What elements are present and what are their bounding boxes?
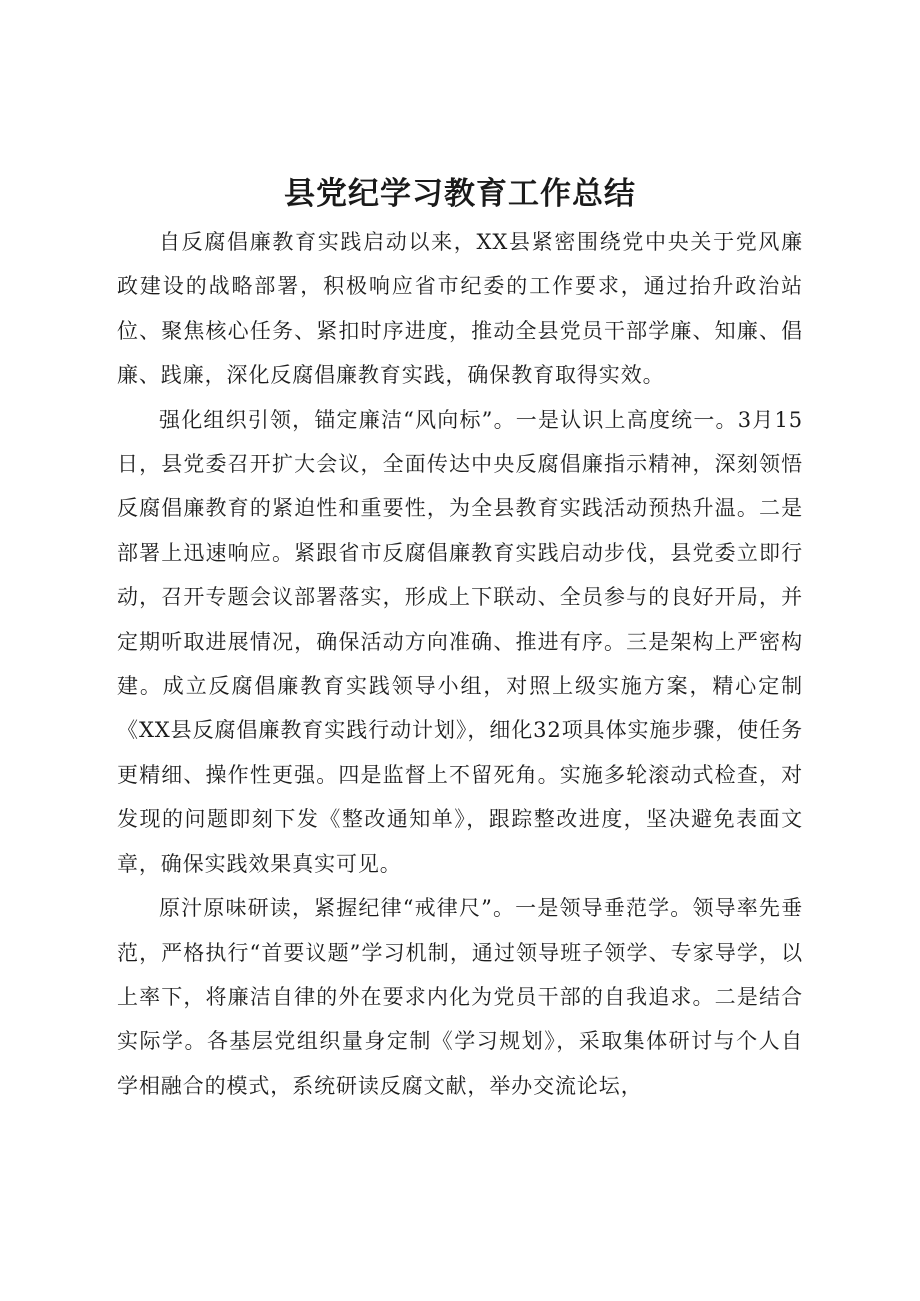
document-title: 县党纪学习教育工作总结	[284, 176, 636, 212]
document-body	[117, 220, 803, 1108]
paragraph-organization: 强化组织引领，锚定廉洁“风向标”。一是认识上高度统一。3月15日，县党委召开扩大会议，全面传达中央反腐倡廉指示精神，深刻领悟反腐倡廉教育的紧迫性和重要性，为全县教育实践活动预热升温。二是部署上迅速响应。紧跟省市反腐倡廉教育实践启动步伐，县党委立即行动，召开专题会议部署落实，形成上下联动、全员参与的良好开局，并定期听取进展情况，确保活动方向准确、推进有序。三是架构上严密构建。成立反腐倡廉教育实践领导小组，对照上级实施方案，精心定制《XX县反腐倡廉教育实践行动计划》，细化32项具体实施步骤，使任务更精细、操作性更强。四是监督上不留死角。实施多轮滚动式检查，对发现的问题即刻下发《整改通知单》，跟踪整改进度，坚决避免表面文章，确保实践效果真实可见。	[117, 407, 803, 876]
paragraph-study: 原汁原味研读，紧握纪律“戒律尺”。一是领导垂范学。领导率先垂范，严格执行“首要议题”学习机制，通过领导班子领学、专家导学，以上率下，将廉洁自律的外在要求内化为党员干部的自我追求。二是结合实际学。各基层党组织量身定制《学习规划》，采取集体研讨与个人自学相融合的模式，系统研读反腐文献，举办交流论坛，	[117, 896, 803, 1098]
paragraph-intro: 自反腐倡廉教育实践启动以来，XX县紧密围绕党中央关于党风廉政建设的战略部署，积极响应省市纪委的工作要求，通过抬升政治站位、聚焦核心任务、紧扣时序进度，推动全县党员干部学廉、知廉、倡廉、践廉，深化反腐倡廉教育实践，确保教育取得实效。	[117, 230, 803, 388]
